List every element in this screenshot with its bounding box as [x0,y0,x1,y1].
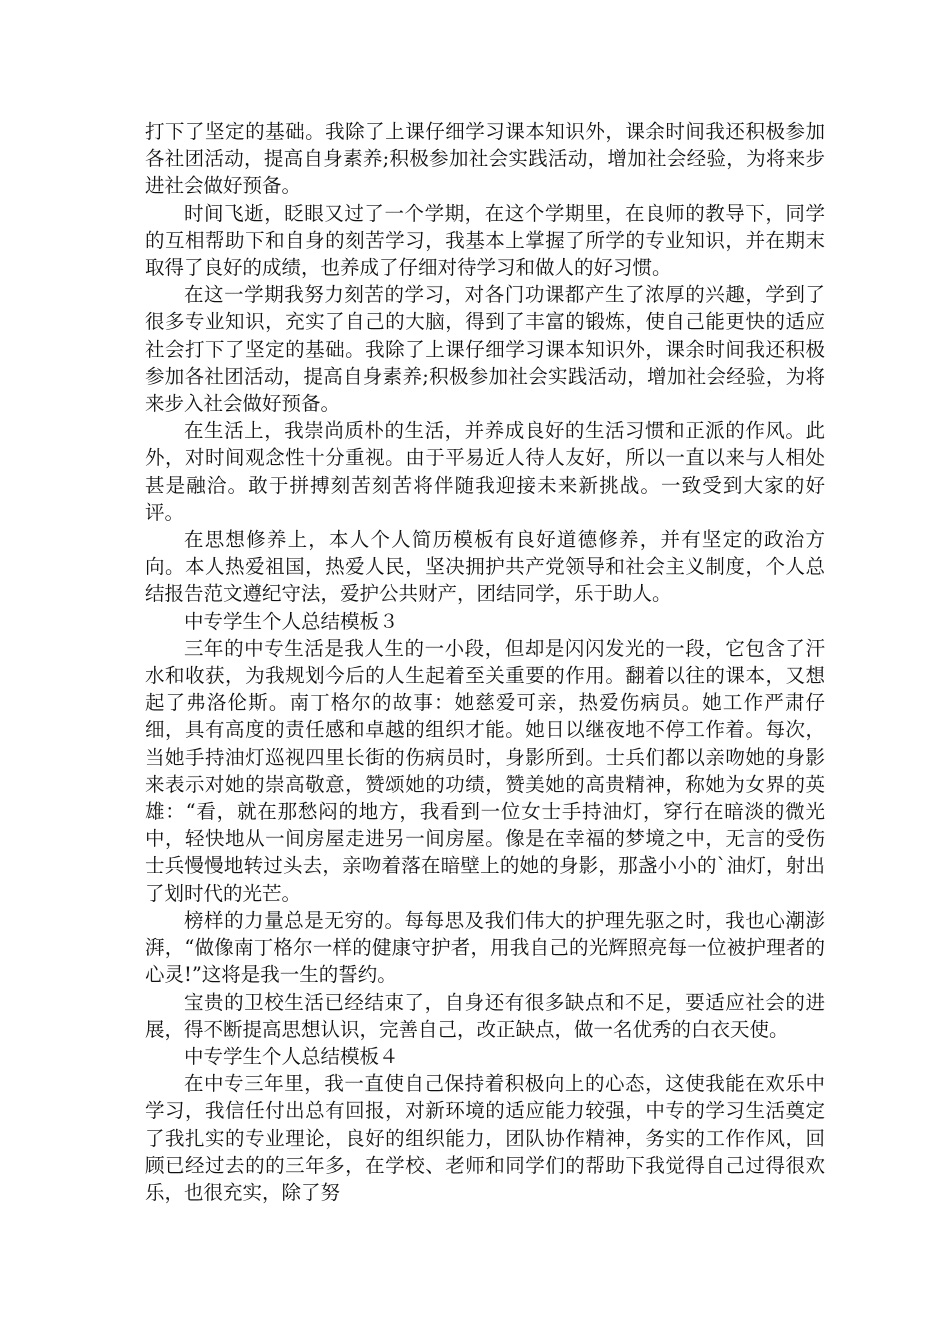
section-heading-template-4: 中专学生个人总结模板４ [184,1044,399,1068]
paragraph-role-model: 榜样的力量总是无穷的。每每思及我们伟大的护理先驱之时，我也心潮澎湃，“做像南丁格尔一样的健康守护者，用我自己的光辉照亮每一位被护理者的心灵!”这将是我一生的誓约。 [145,908,825,987]
paragraph-three-years: 在中专三年里，我一直使自己保持着积极向上的心态，这使我能在欢乐中学习，我信任付出总有回报，对新环境的适应能力较强，中专的学习生活奠定了我扎实的专业理论，良好的组织能力，团队协作精神，务实的工作作风，回顾已经过去的的三年多，在学校、老师和同学们的帮助下我觉得自己过得很欢乐，也很充实，除了努 [145,1072,825,1204]
paragraph-nightingale: 三年的中专生活是我人生的一小段，但却是闪闪发光的一段，它包含了汗水和收获，为我规划今后的人生起着至关重要的作用。翻着以往的课本，又想起了弗洛伦斯。南丁格尔的故事：她慈爱可亲，热爱伤病员。她工作严肃仔细，具有高度的责任感和卓越的组织才能。她日以继夜地不停工作着。每次，当她手持油灯巡视四里长街的伤病员时，身影所到。士兵们都以亲吻她的身影来表示对她的崇高敬意，赞颂她的功绩，赞美她的高贵精神，称她为女界的英雄：“看，就在那愁闷的地方，我看到一位女士手持油灯，穿行在暗淡的微光中，轻快地从一间房屋走进另一间房屋。像是在幸福的梦境之中，无言的受伤士兵慢慢地转过头去，亲吻着落在暗壁上的她的身影，那盏小小的`油灯，射出了划时代的光芒。 [145,636,825,905]
paragraph-continuation: 打下了坚定的基础。我除了上课仔细学习课本知识外，课余时间我还积极参加各社团活动，提高自身素养;积极参加社会实践活动，增加社会经验，为将来步进社会做好预备。 [145,120,825,198]
paragraph-life: 在生活上，我崇尚质朴的生活，并养成良好的生活习惯和正派的作风。此外，对时间观念性十分重视。由于平易近人待人友好，所以一直以来与人相处甚是融洽。敢于拼搏刻苦刻苦将伴随我迎接未来新挑战。一致受到大家的好评。 [145,419,825,524]
paragraph-semester: 时间飞逝，眨眼又过了一个学期，在这个学期里，在良师的教导下，同学的互相帮助下和自身的刻苦学习，我基本上掌握了所学的专业知识，并在期末取得了良好的成绩，也养成了仔细对待学习和做人的好习惯。 [145,201,825,280]
paragraph-graduation: 宝贵的卫校生活已经结束了，自身还有很多缺点和不足，要适应社会的进展，得不断提高思想认识，完善自己，改正缺点，做一名优秀的白衣天使。 [145,990,825,1041]
section-heading-template-3: 中专学生个人总结模板３ [184,609,399,633]
paragraph-study: 在这一学期我努力刻苦的学习，对各门功课都产生了浓厚的兴趣，学到了很多专业知识，充实了自己的大脑，得到了丰富的锻炼，使自己能更快的适应社会打下了坚定的基础。我除了上课仔细学习课本知识外，课余时间我还积极参加各社团活动，提高自身素养;积极参加社会实践活动，增加社会经验，为将来步入社会做好预备。 [145,283,825,416]
document-page [145,118,825,1206]
paragraph-ideology: 在思想修养上，本人个人简历模板有良好道德修养，并有坚定的政治方向。本人热爱祖国，热爱人民，坚决拥护共产党领导和社会主义制度，个人总结报告范文遵纪守法，爱护公共财产，团结同学，乐于助人。 [145,528,825,606]
